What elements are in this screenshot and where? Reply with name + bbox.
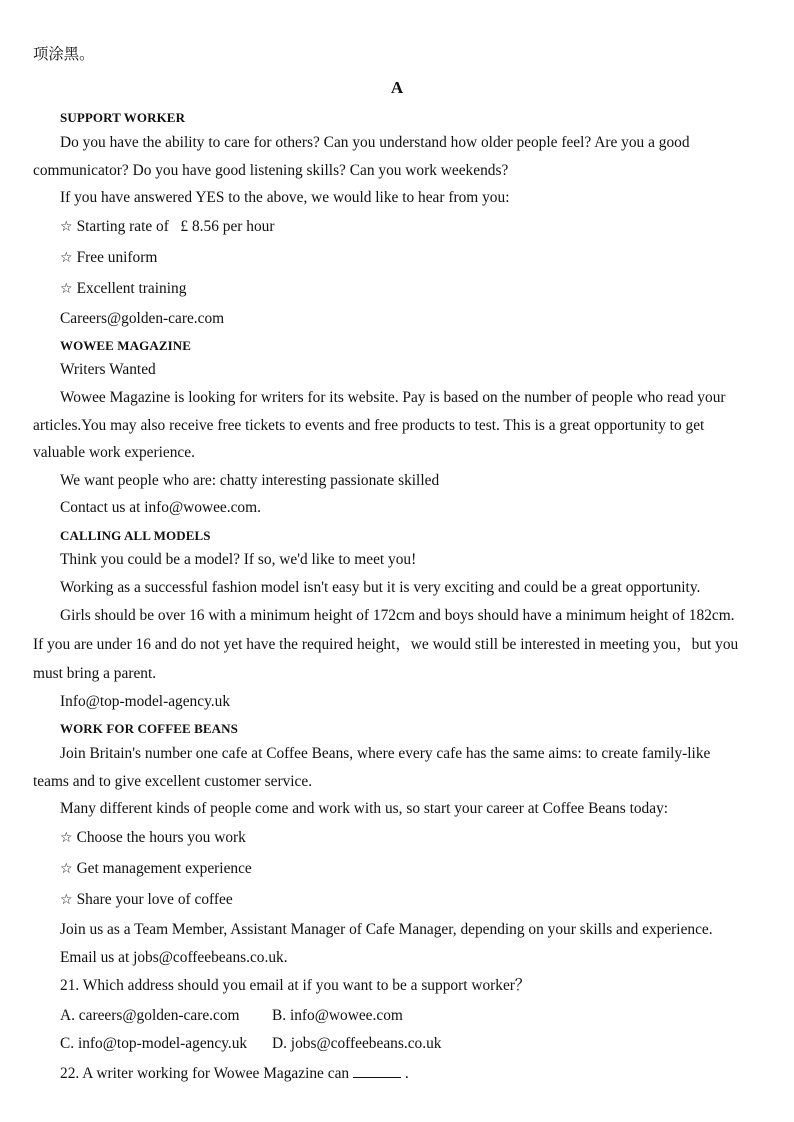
wowee-heading: WOWEE MAGAZINE (60, 338, 192, 353)
perk-text: Get management experience (76, 860, 252, 877)
option-a[interactable]: A. careers@golden-care.com (60, 1007, 240, 1024)
models-email: Info@top-model-agency.uk (60, 693, 231, 710)
coffee-perk-1 (0, 829, 794, 847)
coffee-perk-3 (0, 891, 794, 909)
coffee-email: Email us at jobs@coffeebeans.co.uk. (60, 949, 288, 966)
support-paragraph-1a: Do you have the ability to care for others? Can you understand how older people feel? Are you a good (60, 134, 690, 151)
coffee-paragraph-3: Join us as a Team Member, Assistant Manager of Cafe Manager, depending on your skills and experience. (60, 921, 713, 938)
wowee-contact: Contact us at info@wowee.com. (60, 499, 261, 516)
support-paragraph-1b: communicator? Do you have good listening skills? Can you work weekends? (33, 162, 509, 179)
option-d[interactable]: D. jobs@coffeebeans.co.uk (272, 1035, 442, 1052)
coffee-paragraph-1a: Join Britain's number one cafe at Coffee Beans, where every cafe has the same aims: to create family-like (60, 745, 711, 762)
star-icon: ☆ (60, 281, 73, 297)
question-22-stem (0, 1063, 794, 1083)
question-22-text: 22. A writer working for Wowee Magazine can (60, 1065, 350, 1082)
support-benefit-1 (0, 218, 794, 236)
benefit-text: Starting rate of £ 8.56 per hour (76, 218, 275, 235)
models-paragraph-3c: must bring a parent. (33, 665, 157, 682)
question-22-end: . (404, 1065, 409, 1082)
star-icon: ☆ (60, 892, 73, 908)
wowee-paragraph-2: We want people who are: chatty interesting passionate skilled (60, 472, 440, 489)
benefit-text: Free uniform (76, 249, 158, 266)
question-21-stem: 21. Which address should you email at if you want to be a support worker？ (60, 977, 531, 994)
option-b[interactable]: B. info@wowee.com (272, 1007, 403, 1024)
coffee-paragraph-2: Many different kinds of people come and work with us, so start your career at Coffee Beans today: (60, 800, 669, 817)
answer-blank[interactable] (353, 1063, 401, 1078)
support-email: Careers@golden-care.com (60, 310, 225, 327)
models-paragraph-2: Working as a successful fashion model isn't easy but it is very exciting and could be a great opportunity. (60, 579, 701, 596)
models-paragraph-3b: If you are under 16 and do not yet have the required height，we would still be interested in meeting you，but you (33, 636, 739, 653)
wowee-paragraph-1a: Wowee Magazine is looking for writers for its website. Pay is based on the number of people who read your (60, 389, 726, 406)
star-icon: ☆ (60, 861, 73, 877)
wowee-paragraph-1b: articles.You may also receive free tickets to events and free products to test. This is a great opportunity to get (33, 417, 705, 434)
section-title: A (390, 78, 404, 97)
models-heading: CALLING ALL MODELS (60, 528, 211, 543)
models-paragraph-1: Think you could be a model? If so, we'd like to meet you! (60, 551, 417, 568)
support-paragraph-2: If you have answered YES to the above, we would like to hear from you: (60, 189, 510, 206)
top-fragment: 项涂黑。 (33, 46, 95, 63)
wowee-paragraph-1c: valuable work experience. (33, 444, 195, 461)
coffee-perk-2 (0, 860, 794, 878)
star-icon: ☆ (60, 830, 73, 846)
star-icon: ☆ (60, 219, 73, 235)
question-21-options-row-1 (0, 1007, 794, 1025)
benefit-text: Excellent training (76, 280, 187, 297)
perk-text: Choose the hours you work (76, 829, 246, 846)
star-icon: ☆ (60, 250, 73, 266)
wowee-subheading: Writers Wanted (60, 361, 156, 378)
support-benefit-3 (0, 280, 794, 298)
coffee-paragraph-1b: teams and to give excellent customer service. (33, 773, 313, 790)
question-21-options-row-2 (0, 1035, 794, 1053)
option-c[interactable]: C. info@top-model-agency.uk (60, 1035, 248, 1052)
perk-text: Share your love of coffee (76, 891, 233, 908)
support-benefit-2 (0, 249, 794, 267)
support-heading: SUPPORT WORKER (60, 110, 186, 125)
coffee-heading: WORK FOR COFFEE BEANS (60, 721, 238, 736)
models-paragraph-3a: Girls should be over 16 with a minimum height of 172cm and boys should have a minimum height of 182cm. (60, 607, 735, 624)
